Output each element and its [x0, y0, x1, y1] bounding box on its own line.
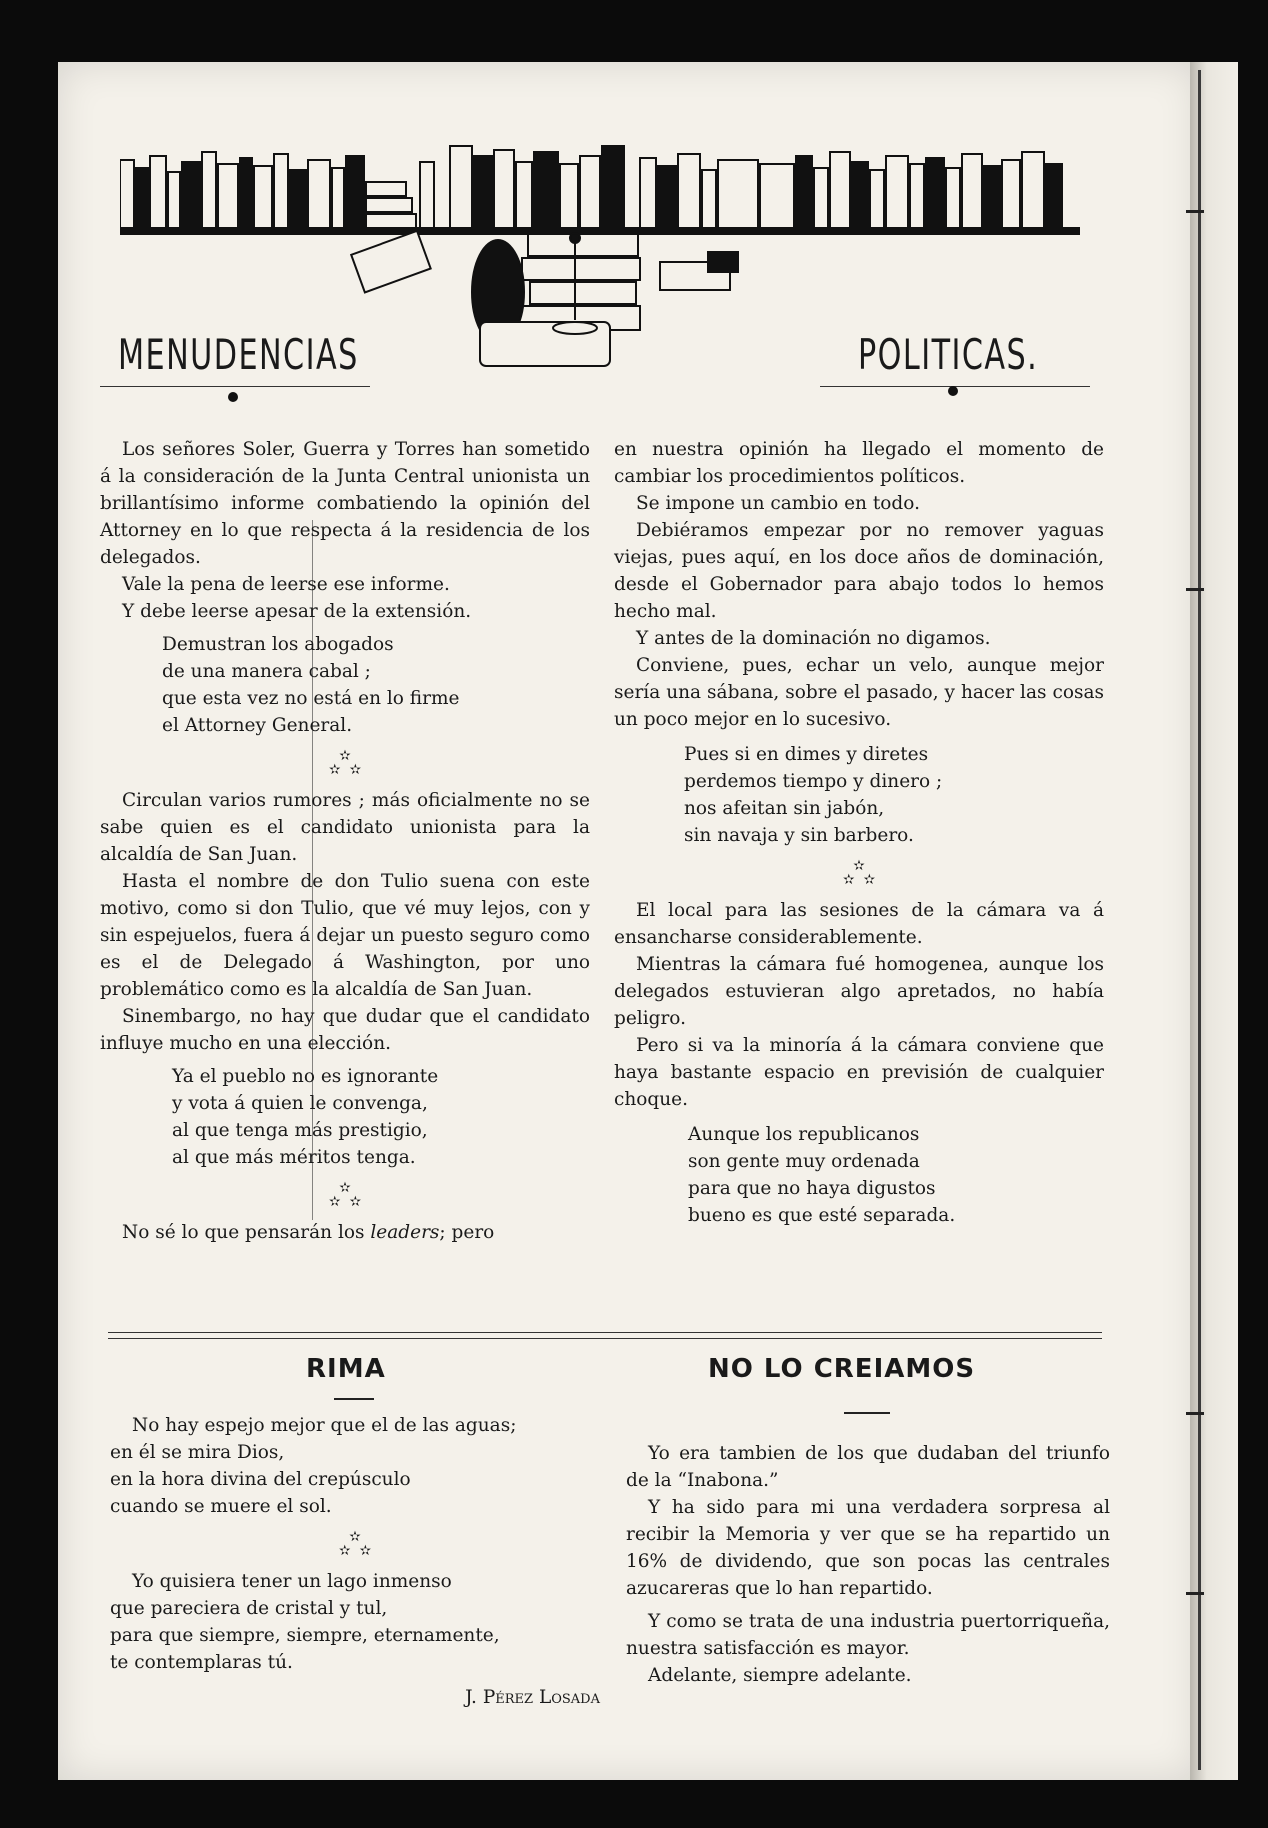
- title-rule-left: [100, 386, 370, 387]
- poem-line: No hay espejo mejor que el de las aguas;: [132, 1415, 517, 1436]
- verse-line: al que tenga más prestigio,: [172, 1120, 428, 1141]
- paragraph: Pero si va la minoría á la cámara conviene que haya bastante espacio en previsión de cualquier choque.: [614, 1035, 1104, 1110]
- title-rule: [334, 1398, 374, 1400]
- paragraph: Y debe leerse apesar de la extensión.: [122, 601, 472, 622]
- paragraph: Y antes de la dominación no digamos.: [636, 628, 991, 649]
- verse-block: [172, 1063, 590, 1171]
- binding-edge: [1198, 70, 1201, 1770]
- paragraph: Y como se trata de una industria puertorriqueña, nuestra satisfacción es mayor.: [626, 1611, 1110, 1659]
- verse-line: bueno es que esté separada.: [688, 1205, 956, 1226]
- paragraph: Y ha sido para mi una verdadera sorpresa al recibir la Memoria y ver que se ha repartido un 16% de dividendo, que son pocas las centrales azucareras que lo han repartido.: [626, 1497, 1110, 1599]
- verse-line: sin navaja y sin barbero.: [684, 825, 914, 846]
- poem-line: en él se mira Dios,: [110, 1442, 285, 1463]
- paragraph: Sinembargo, no hay que dudar que el candidato influye mucho en una elección.: [100, 1006, 590, 1054]
- paragraph: Hasta el nombre de don Tulio suena con este motivo, como si don Tulio, que vé muy lejos, con y sin espejuelos, fuera á dejar un puesto seguro como es el de Delegado á Washington, por uno problemático como es la alcaldía de San Juan.: [100, 871, 590, 1000]
- poem-line: para que siempre, siempre, eternamente,: [110, 1625, 500, 1646]
- paragraph: Mientras la cámara fué homogenea, aunque los delegados estuvieran algo apretados, no había peligro.: [614, 954, 1104, 1029]
- verse-line: que esta vez no está en lo firme: [162, 688, 460, 709]
- paragraph: Circulan varios rumores ; más oficialmente no se sabe quien es el candidato unionista para la alcaldía de San Juan.: [100, 790, 590, 865]
- no-lo-creiamos-title: NO LO CREIAMOS: [708, 1354, 976, 1384]
- paragraph: Adelante, siempre adelante.: [648, 1665, 912, 1686]
- left-column: [100, 436, 590, 1246]
- binding-mark: [1186, 1592, 1204, 1595]
- star-asterism-icon: ✫ ✫ ✫: [338, 1529, 372, 1559]
- rima-poem: [110, 1412, 600, 1711]
- bullet-dot: [948, 386, 958, 396]
- verse-line: el Attorney General.: [162, 715, 353, 736]
- verse-line: perdemos tiempo y dinero ;: [684, 771, 943, 792]
- paragraph: Se impone un cambio en todo.: [636, 493, 920, 514]
- paragraph: Debiéramos empezar por no remover yaguas viejas, pues aquí, en los doce años de dominación, desde el Gobernador para abajo todos lo hemos hecho mal.: [614, 520, 1104, 622]
- title-rule: [844, 1412, 890, 1414]
- verse-line: Pues si en dimes y diretes: [684, 744, 929, 765]
- verse-line: son gente muy ordenada: [688, 1151, 920, 1172]
- star-asterism-icon: ✫ ✫ ✫: [842, 858, 876, 888]
- section-divider: [108, 1332, 1102, 1333]
- verse-line: Ya el pueblo no es ignorante: [172, 1066, 439, 1087]
- verse-line: Aunque los republicanos: [688, 1124, 920, 1145]
- verse-line: al que más méritos tenga.: [172, 1147, 416, 1168]
- verse-line: Demustran los abogados: [162, 634, 394, 655]
- star-asterism-icon: ✫ ✫ ✫: [328, 1180, 362, 1210]
- binding-mark: [1186, 588, 1204, 591]
- verse-line: para que no haya digustos: [688, 1178, 936, 1199]
- paragraph: en nuestra opinión ha llegado el momento de cambiar los procedimientos políticos.: [614, 439, 1104, 487]
- no-lo-creiamos-text: [626, 1440, 1110, 1689]
- binding-mark: [1186, 1412, 1204, 1415]
- paragraph: Conviene, pues, echar un velo, aunque mejor sería una sábana, sobre el pasado, y hacer las cosas un poco mejor en lo sucesivo.: [614, 655, 1104, 730]
- section-title-right: POLITICAS.: [858, 330, 1039, 379]
- verse-block: [162, 631, 590, 739]
- poem-line: en la hora divina del crepúsculo: [110, 1469, 411, 1490]
- bullet-dot: [228, 392, 238, 402]
- author-signature: J. Pérez Losada: [465, 1687, 600, 1708]
- binding-mark: [1186, 210, 1204, 213]
- paragraph: Los señores Soler, Guerra y Torres han sometido á la consideración de la Junta Central unionista un brillantísimo informe combatiendo la opinión del Attorney en lo que respecta á la residencia de los delegados.: [100, 439, 590, 568]
- paragraph: Vale la pena de leerse ese informe.: [122, 574, 450, 595]
- verse-block: [684, 741, 1104, 849]
- verse-line: nos afeitan sin jabón,: [684, 798, 885, 819]
- star-asterism-icon: ✫ ✫ ✫: [328, 748, 362, 778]
- verse-line: de una manera cabal ;: [162, 661, 371, 682]
- paragraph: Yo era tambien de los que dudaban del triunfo de la “Inabona.”: [626, 1443, 1110, 1491]
- verse-block: [688, 1121, 1104, 1229]
- section-divider: [108, 1338, 1102, 1339]
- poem-line: que pareciera de cristal y tul,: [110, 1598, 388, 1619]
- paragraph: El local para las sesiones de la cámara va á ensancharse considerablemente.: [614, 900, 1104, 948]
- poem-line: te contemplaras tú.: [110, 1652, 293, 1673]
- poem-line: cuando se muere el sol.: [110, 1496, 332, 1517]
- right-column: [614, 436, 1104, 1235]
- poem-line: Yo quisiera tener un lago inmenso: [132, 1571, 452, 1592]
- verse-line: y vota á quien le convenga,: [172, 1093, 428, 1114]
- paragraph: No sé lo que pensarán los leaders; pero: [122, 1222, 495, 1243]
- rima-title: RIMA: [306, 1354, 386, 1384]
- section-title-left: MENUDENCIAS: [118, 330, 359, 379]
